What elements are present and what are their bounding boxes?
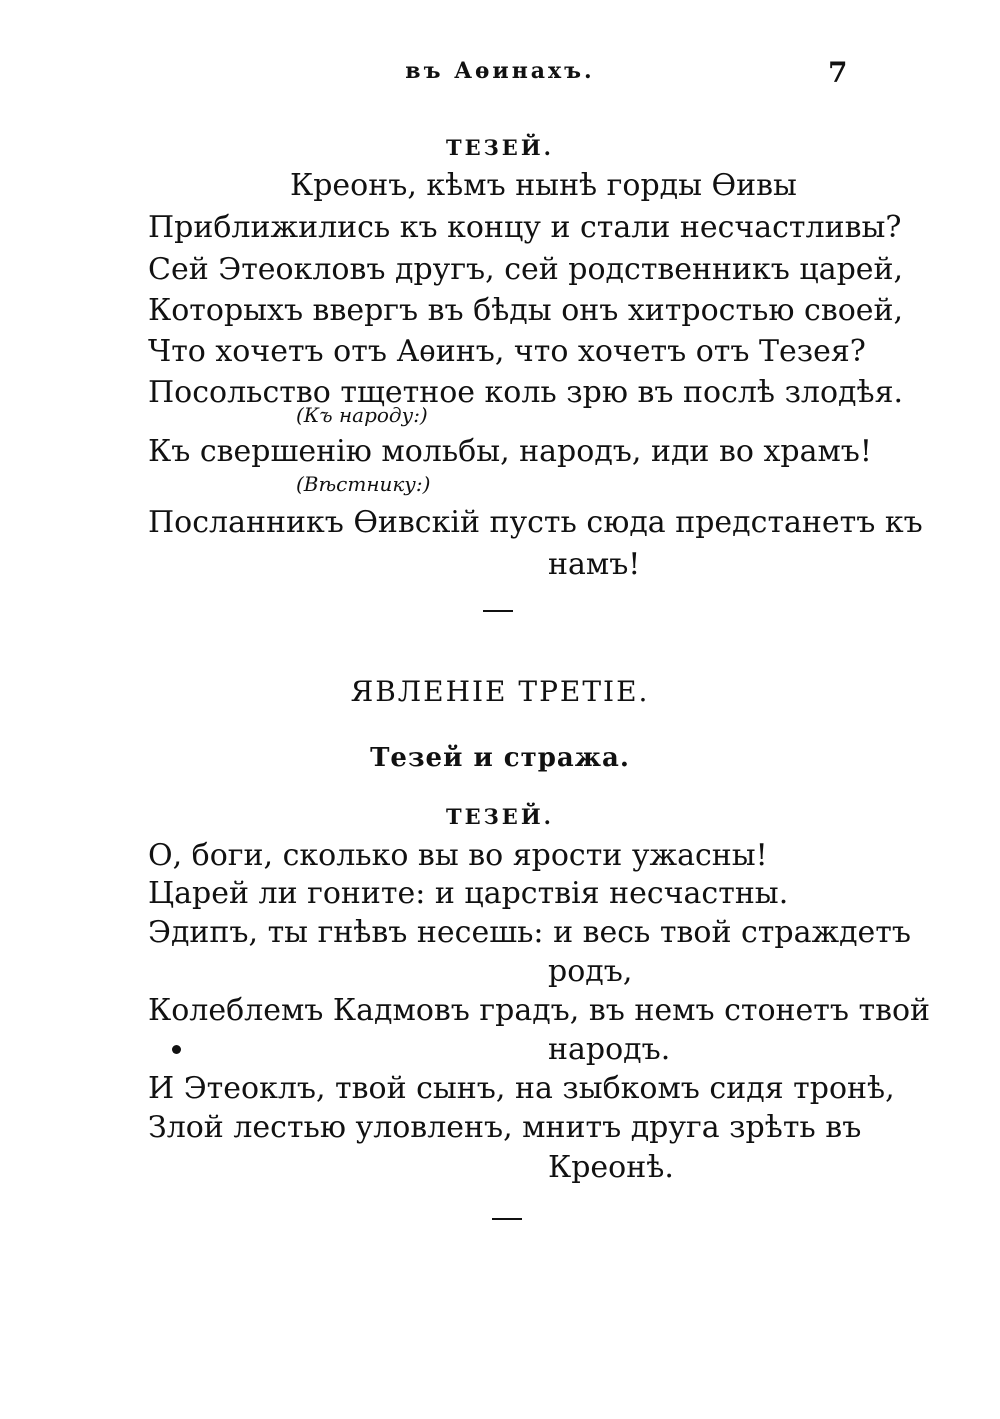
stage-direction: (Къ народу:)	[296, 403, 428, 427]
verse-line: Царей ли гоните: и царствія несчастны.	[148, 876, 789, 911]
verse-line: Злой лестью уловленъ, мнитъ друга зрѣть въ	[148, 1110, 862, 1145]
section-divider	[492, 1218, 522, 1220]
speaker-name: ТЕЗЕЙ.	[446, 804, 554, 829]
verse-line-continuation: народъ.	[548, 1032, 671, 1067]
page-number: 7	[828, 56, 848, 89]
verse-line-continuation: родъ,	[548, 954, 633, 989]
ink-dot-mark	[172, 1045, 181, 1054]
verse-line: Къ свершенію мольбы, народъ, иди во храмъ!	[148, 434, 872, 469]
verse-line: Посланникъ Ѳивскій пусть сюда предстанетъ къ	[148, 505, 923, 540]
scene-characters: Тезей и стража.	[370, 743, 630, 773]
stage-direction: (Вѣстнику:)	[296, 472, 431, 496]
verse-line: Колеблемъ Кадмовъ градъ, въ немъ стонетъ твой	[148, 993, 931, 1028]
verse-line: Эдипъ, ты гнѣвъ несешь: и весь твой страждетъ	[148, 915, 911, 950]
verse-line: О, боги, сколько вы во ярости ужасны!	[148, 838, 768, 873]
verse-line: Которыхъ ввергъ въ бѣды онъ хитростью своей,	[148, 293, 904, 328]
verse-line-continuation: намъ!	[548, 547, 641, 582]
verse-line: Что хочетъ отъ Аѳинъ, что хочетъ отъ Тезея?	[148, 334, 866, 369]
verse-line: Сей Этеокловъ другъ, сей родственникъ царей,	[148, 252, 904, 287]
verse-line: Креонъ, кѣмъ нынѣ горды Ѳивы	[290, 168, 797, 203]
speaker-name: ТЕЗЕЙ.	[446, 135, 554, 160]
running-title: въ Аѳинахъ.	[405, 58, 595, 84]
scene-heading: ЯВЛЕНІЕ ТРЕТІЕ.	[350, 675, 650, 708]
verse-line: Приближились къ концу и стали несчастливы?	[148, 210, 902, 245]
section-divider	[483, 610, 513, 612]
verse-line: И Этеоклъ, твой сынъ, на зыбкомъ сидя тронѣ,	[148, 1071, 895, 1106]
verse-line: Посольство тщетное коль зрю въ послѣ злодѣя.	[148, 375, 904, 410]
verse-line-continuation: Креонѣ.	[548, 1150, 674, 1185]
